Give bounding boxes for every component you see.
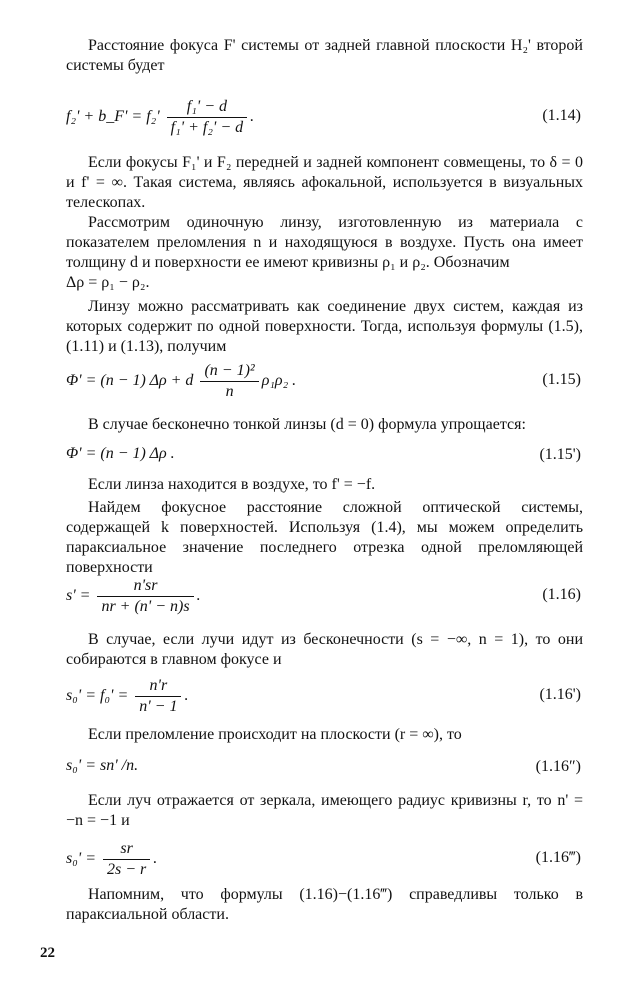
paragraph-mirror: Если луч отражается от зеркала, имеющего радиус кривизны r, то n' = −n = −1 и (66, 792, 583, 829)
paragraph-single-lens: Рассмотрим одиночную линзу, изготовленную из материала с показателем преломления n и находящуюся в воздухе. Пусть она имеет толщину d и поверхности ее имеют кривизны ρ₁ и ρ₂. Обозначим (66, 214, 583, 271)
equation-1-15-prime (66, 440, 583, 470)
page-number: 22 (40, 945, 55, 961)
equation-1-16-double-prime (66, 752, 583, 782)
equation-fraction: $\frac{\text{f₁' − d}}{\text{f₁' + f₂' − d}}$ (167, 98, 247, 137)
equation-fraction: $\frac{n'sr}{nr + (n' - n)s}$ (97, 577, 193, 616)
definition-delta-rho: Δρ = ρ₁ − ρ₂. (66, 274, 150, 291)
equation-1-16 (66, 577, 583, 613)
equation-number: (1.15') (539, 446, 581, 463)
equation-number: (1.16‴) (535, 849, 581, 866)
equation-1-16-triple-prime (66, 840, 583, 876)
equation-fraction: $\frac{\text{(n − 1)²}}{n}$ (200, 362, 258, 401)
equation-number: (1.16') (539, 686, 581, 703)
equation-expression: Φ' = (n − 1) Δρ + d $\frac{\text{(n − 1)²}}{n}$ ρ₁ρ₂ . (66, 362, 297, 400)
paragraph-lens-in-air: Если линза находится в воздухе, то f' = −f. (88, 476, 376, 493)
equation-expression: s₀' = f₀' = $\frac{n'r}{n' - 1}$ . (66, 677, 189, 715)
paragraph-thin-lens: В случае бесконечно тонкой линзы (d = 0) формула упрощается: (88, 416, 526, 433)
equation-expression: s' = $\frac{n'sr}{nr + (n' - n)s}$ . (66, 577, 201, 615)
equation-1-15 (66, 362, 583, 398)
equation-number: (1.16) (542, 586, 581, 603)
paragraph-reminder: Напомним, что формулы (1.16)−(1.16‴) справедливы только в параксиальной области. (66, 886, 583, 923)
paragraph-complex-system: Найдем фокусное расстояние сложной оптической системы, содержащей k поверхностей. Используя (1.4), мы можем определить параксиальное значение последнего отрезка одной преломляющей поверхности (66, 499, 583, 576)
equation-fraction: $\frac{n'r}{n' - 1}$ (135, 677, 181, 716)
equation-number: (1.15) (542, 371, 581, 388)
equation-number: (1.14) (542, 107, 581, 124)
equation-1-16-prime (66, 677, 583, 713)
equation-1-14 (66, 98, 583, 134)
paragraph-lens-composition: Линзу можно рассматривать как соединение двух систем, каждая из которых содержит по одной поверхности. Тогда, используя формулы (1.5), (1.11) и (1.13), получим (66, 298, 583, 355)
paragraph-plane-refraction: Если преломление происходит на плоскости (r = ∞), то (88, 726, 462, 743)
equation-expression: f₂' + b_F' = f₂' $\frac{\text{f₁' − d}}{\text{f₁' + f₂' − d}}$ . (66, 98, 255, 136)
equation-fraction: $\frac{sr}{2s - r}$ (103, 840, 150, 879)
paragraph-afocal: Если фокусы F₁' и F₂ передней и задней компонент совмещены, то δ = 0 и f' = ∞. Такая система, являясь афокальной, используется в визуальных телескопах. (66, 154, 583, 211)
equation-expression: s₀' = $\frac{sr}{2s - r}$ . (66, 840, 158, 878)
equation-expression: Φ' = (n − 1) Δρ . (66, 445, 175, 462)
paragraph-infinity-rays: В случае, если лучи идут из бесконечности (s = −∞, n = 1), то они собираются в главном фокусе и (66, 631, 583, 668)
paragraph-intro: Расстояние фокуса F' системы от задней главной плоскости H₂' второй системы будет (66, 37, 583, 74)
equation-number: (1.16″) (535, 758, 581, 775)
equation-expression: s₀' = sn' /n. (66, 757, 139, 774)
